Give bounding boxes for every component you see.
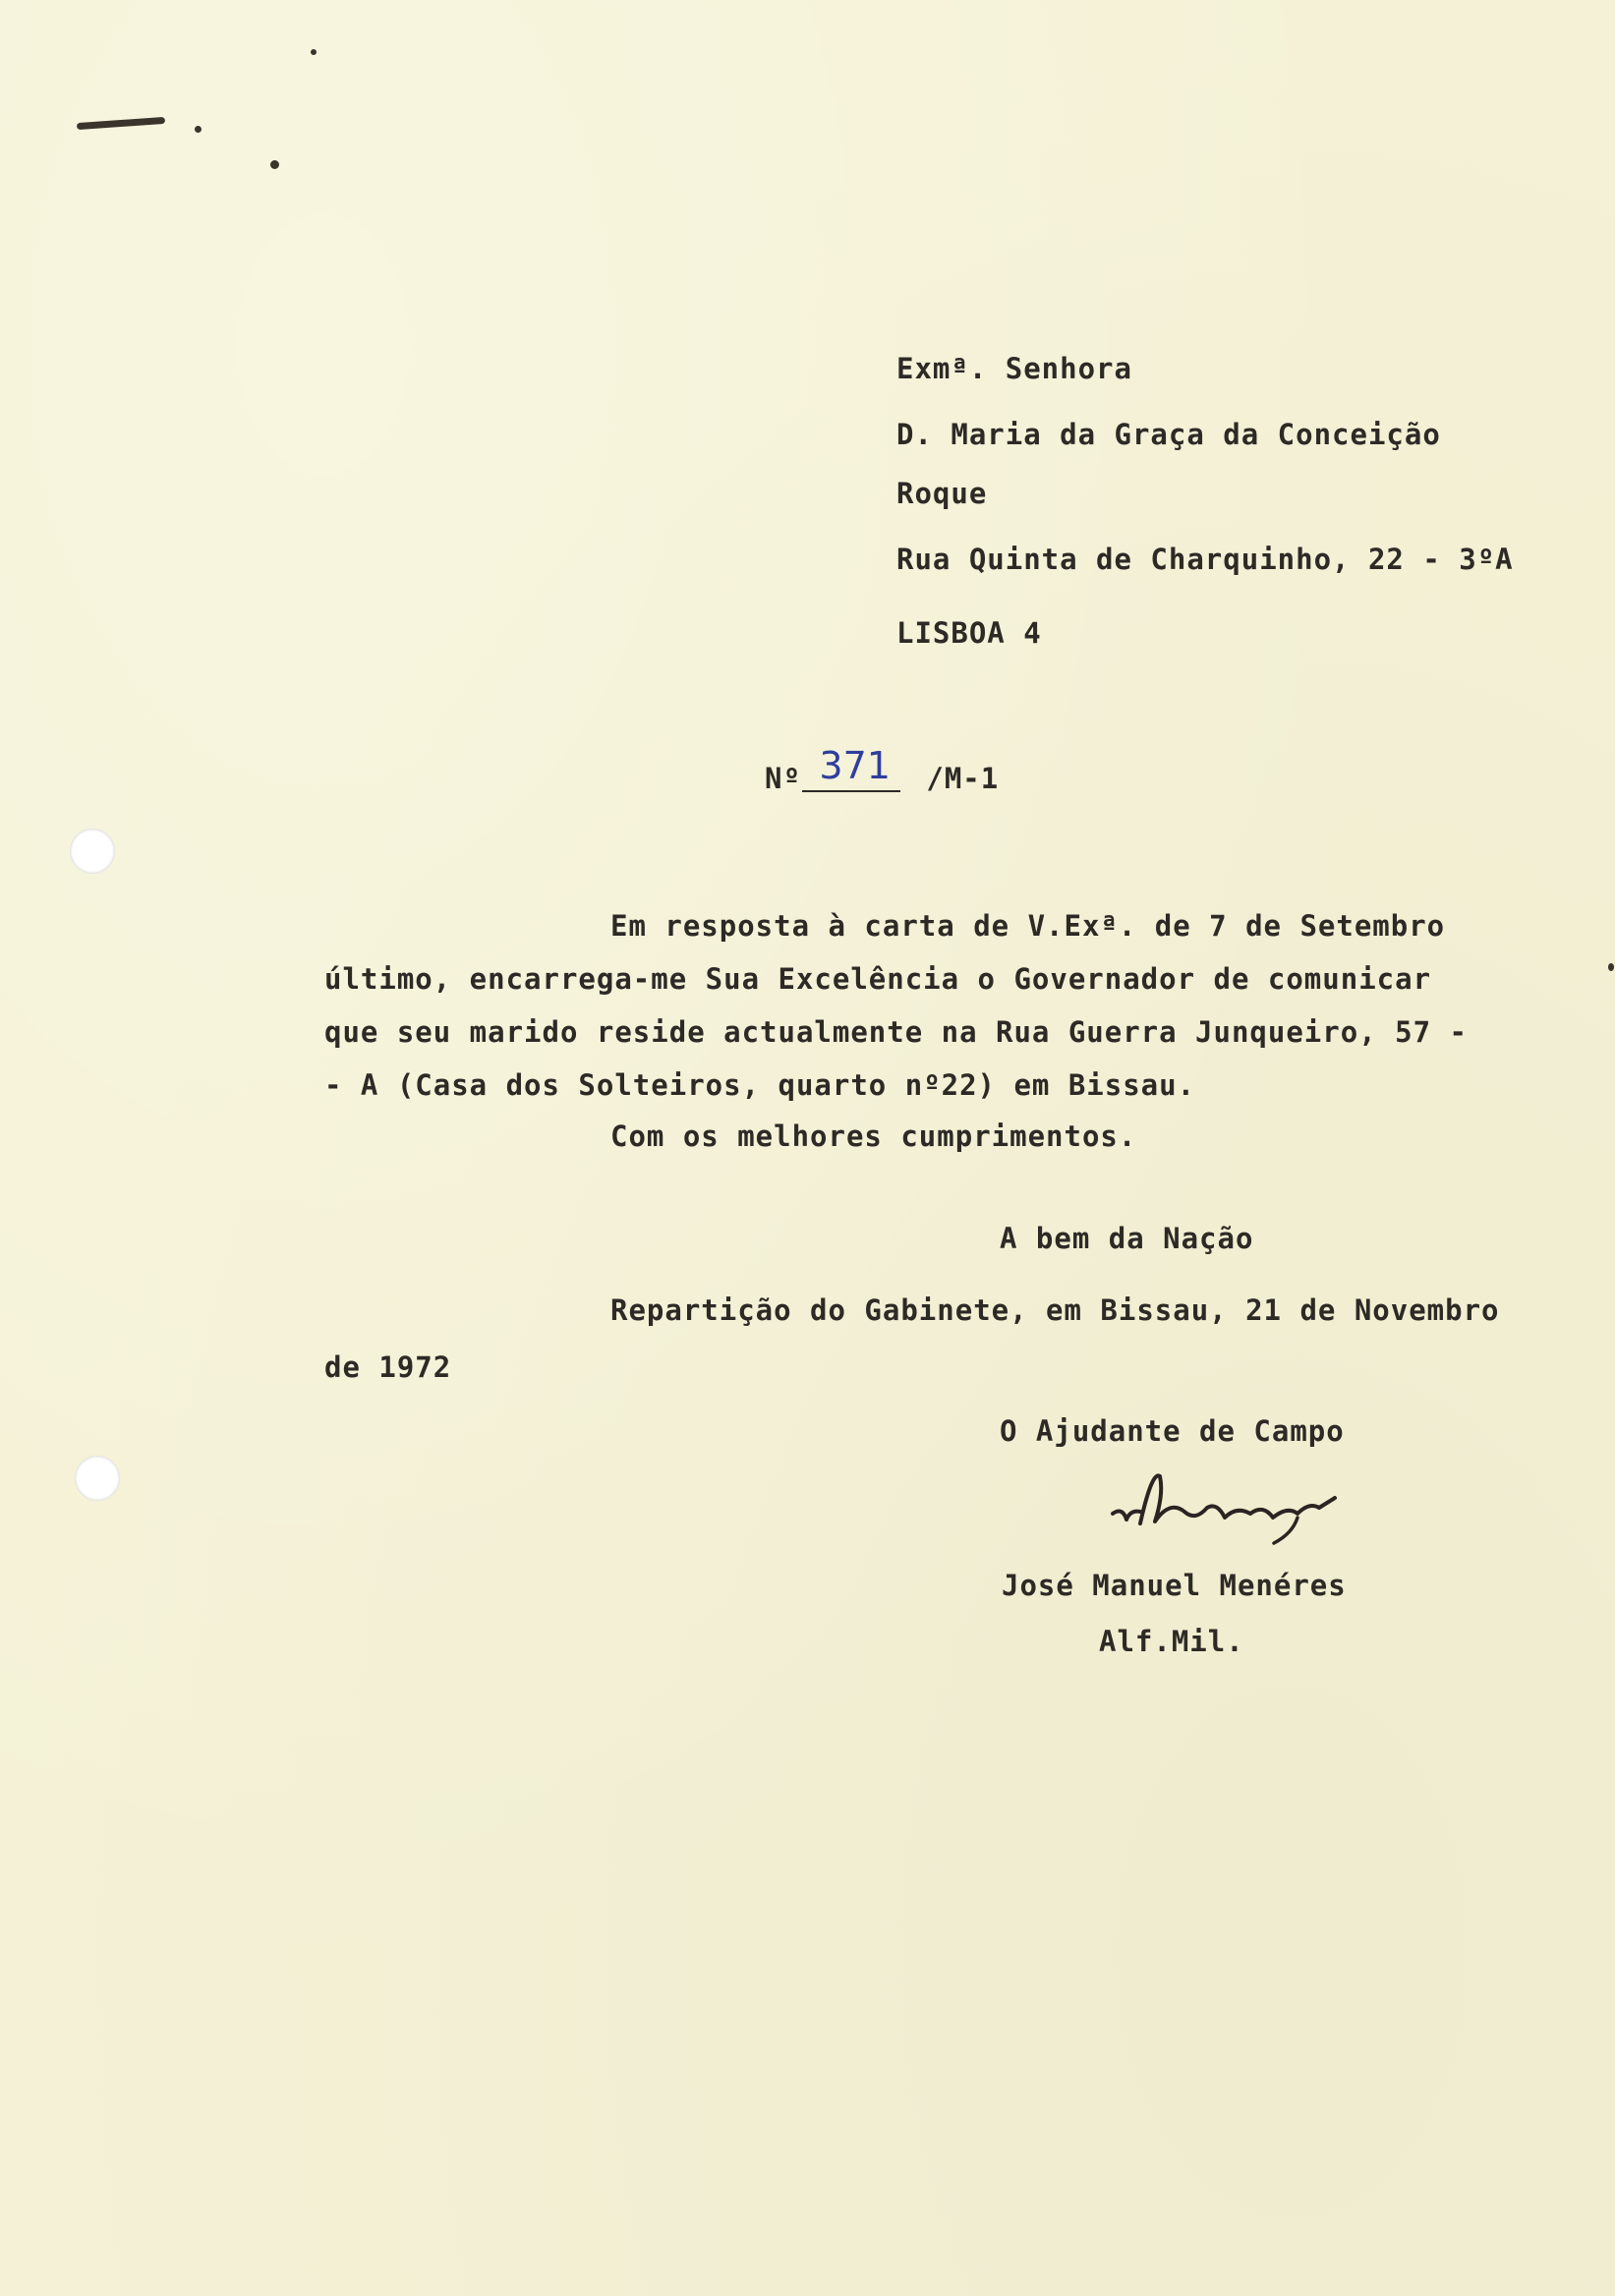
signatory-name: José Manuel Menéres (1002, 1569, 1347, 1602)
ink-spot (1608, 963, 1614, 971)
reference-underline (802, 790, 900, 792)
ink-spot (195, 126, 202, 133)
recipient-address: Rua Quinta de Charquinho, 22 - 3ºA (896, 543, 1514, 576)
place-date-line-1: Repartição do Gabinete, em Bissau, 21 de Novembro (610, 1293, 1500, 1327)
closing-greeting: Com os melhores cumprimentos. (610, 1119, 1137, 1153)
handwritten-signature (1101, 1463, 1347, 1551)
reference-number: 371 (819, 744, 891, 787)
recipient-name-line-2: Roque (896, 477, 988, 510)
reference-line (765, 744, 1000, 795)
body-line-3: que seu marido reside actualmente na Rua Guerra Junqueiro, 57 - (324, 1015, 1468, 1049)
reference-prefix: Nº (765, 762, 801, 795)
place-date-line-2: de 1972 (324, 1350, 452, 1384)
recipient-name-line-1: D. Maria da Graça da Conceição (896, 418, 1441, 451)
ink-spot (311, 49, 317, 55)
ink-spot (270, 160, 279, 169)
punch-hole-bottom (75, 1456, 120, 1501)
reference-suffix: /M-1 (926, 762, 1000, 795)
signatory-role: O Ajudante de Campo (1000, 1414, 1345, 1448)
body-line-4: - A (Casa dos Solteiros, quarto nº22) em Bissau. (324, 1068, 1196, 1102)
recipient-salutation: Exmª. Senhora (896, 352, 1132, 385)
motto: A bem da Nação (1000, 1222, 1254, 1255)
body-line-2: último, encarrega-me Sua Excelência o Governador de comunicar (324, 962, 1432, 996)
body-line-1: Em resposta à carta de V.Exª. de 7 de Setembro (610, 909, 1446, 943)
punch-hole-top (70, 829, 115, 874)
ink-smudge (77, 117, 165, 130)
recipient-city: LISBOA 4 (896, 616, 1042, 650)
signatory-rank: Alf.Mil. (1099, 1625, 1244, 1658)
